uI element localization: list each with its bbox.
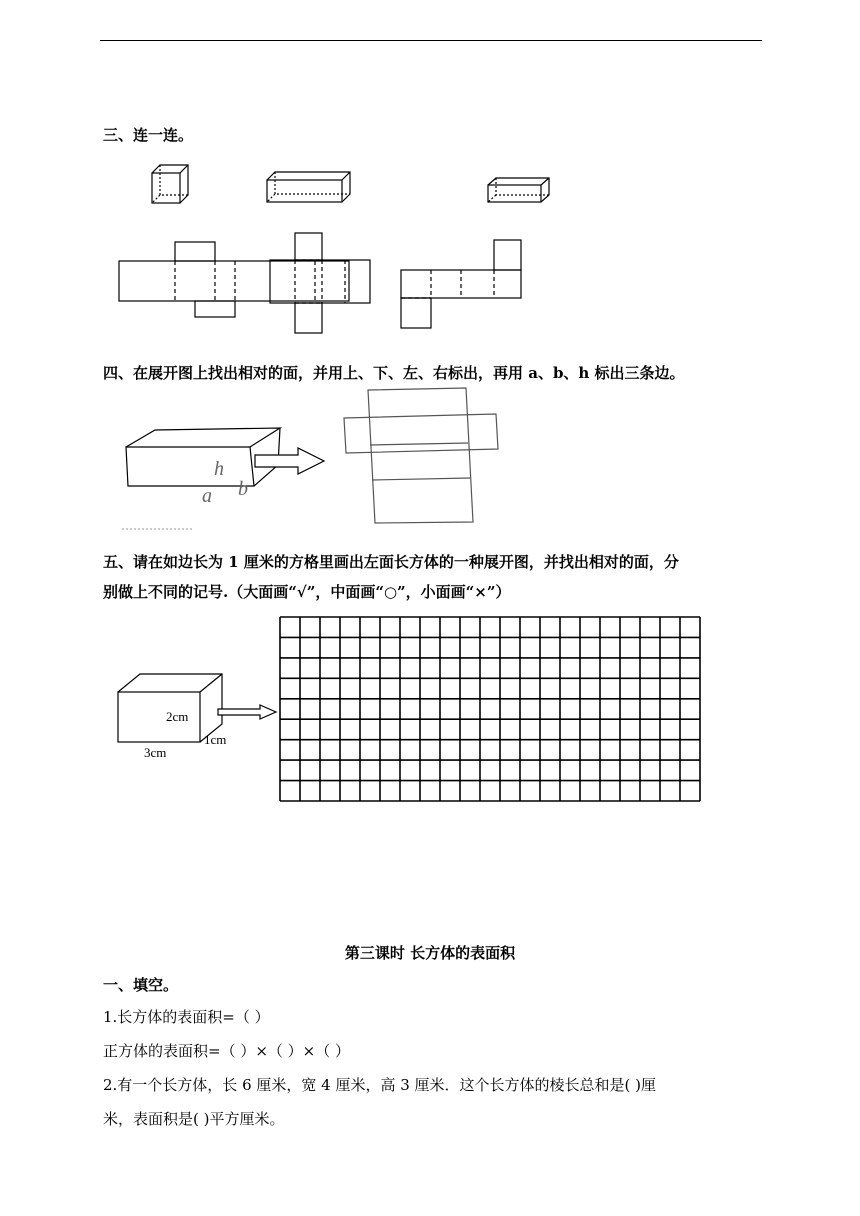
question-1a: 1.长方体的表面积=（ ） [103, 1008, 270, 1026]
section-4-figure [118, 385, 518, 530]
box-long [267, 172, 350, 202]
net-2 [270, 233, 370, 333]
section-3-heading: 三、连一连。 [103, 126, 194, 144]
part-1-heading: 一、填空。 [103, 976, 179, 994]
arrow-icon [218, 705, 276, 719]
label-a: a [202, 485, 212, 507]
question-2b: 米，表面积是( )平方厘米。 [103, 1110, 285, 1128]
box-cube [152, 165, 188, 203]
question-2a: 2.有一个长方体，长 6 厘米，宽 4 厘米，高 3 厘米．这个长方体的棱长总和是( )厘 [103, 1076, 657, 1094]
dim-height: 2cm [166, 709, 189, 724]
net-figure [344, 388, 498, 523]
section-3-boxes [140, 155, 570, 215]
square-grid [279, 616, 701, 802]
label-b: b [238, 478, 248, 500]
box-flat [488, 178, 549, 202]
question-1b: 正方体的表面积=（ ）×（ ）×（ ） [103, 1042, 351, 1060]
section-5-line-2: 别做上不同的记号.（大面画“√”，中面画“○”，小面画“×”） [103, 583, 511, 601]
net-3 [401, 240, 521, 328]
header-rule [100, 40, 762, 41]
label-h: h [214, 458, 224, 480]
arrow-icon [255, 448, 324, 474]
net-1 [119, 242, 349, 317]
section-5-cuboid [110, 660, 280, 770]
dim-width: 1cm [204, 732, 227, 747]
section-4-heading: 四、在展开图上找出相对的面，并用上、下、左、右标出，再用 a、b、h 标出三条边。 [103, 364, 685, 382]
lesson-title: 第三课时 长方体的表面积 [344, 944, 516, 962]
section-3-nets [115, 238, 535, 338]
dim-length: 3cm [144, 745, 167, 760]
section-5-line-1: 五、请在如边长为 1 厘米的方格里画出左面长方体的一种展开图，并找出相对的面，分 [103, 553, 679, 571]
